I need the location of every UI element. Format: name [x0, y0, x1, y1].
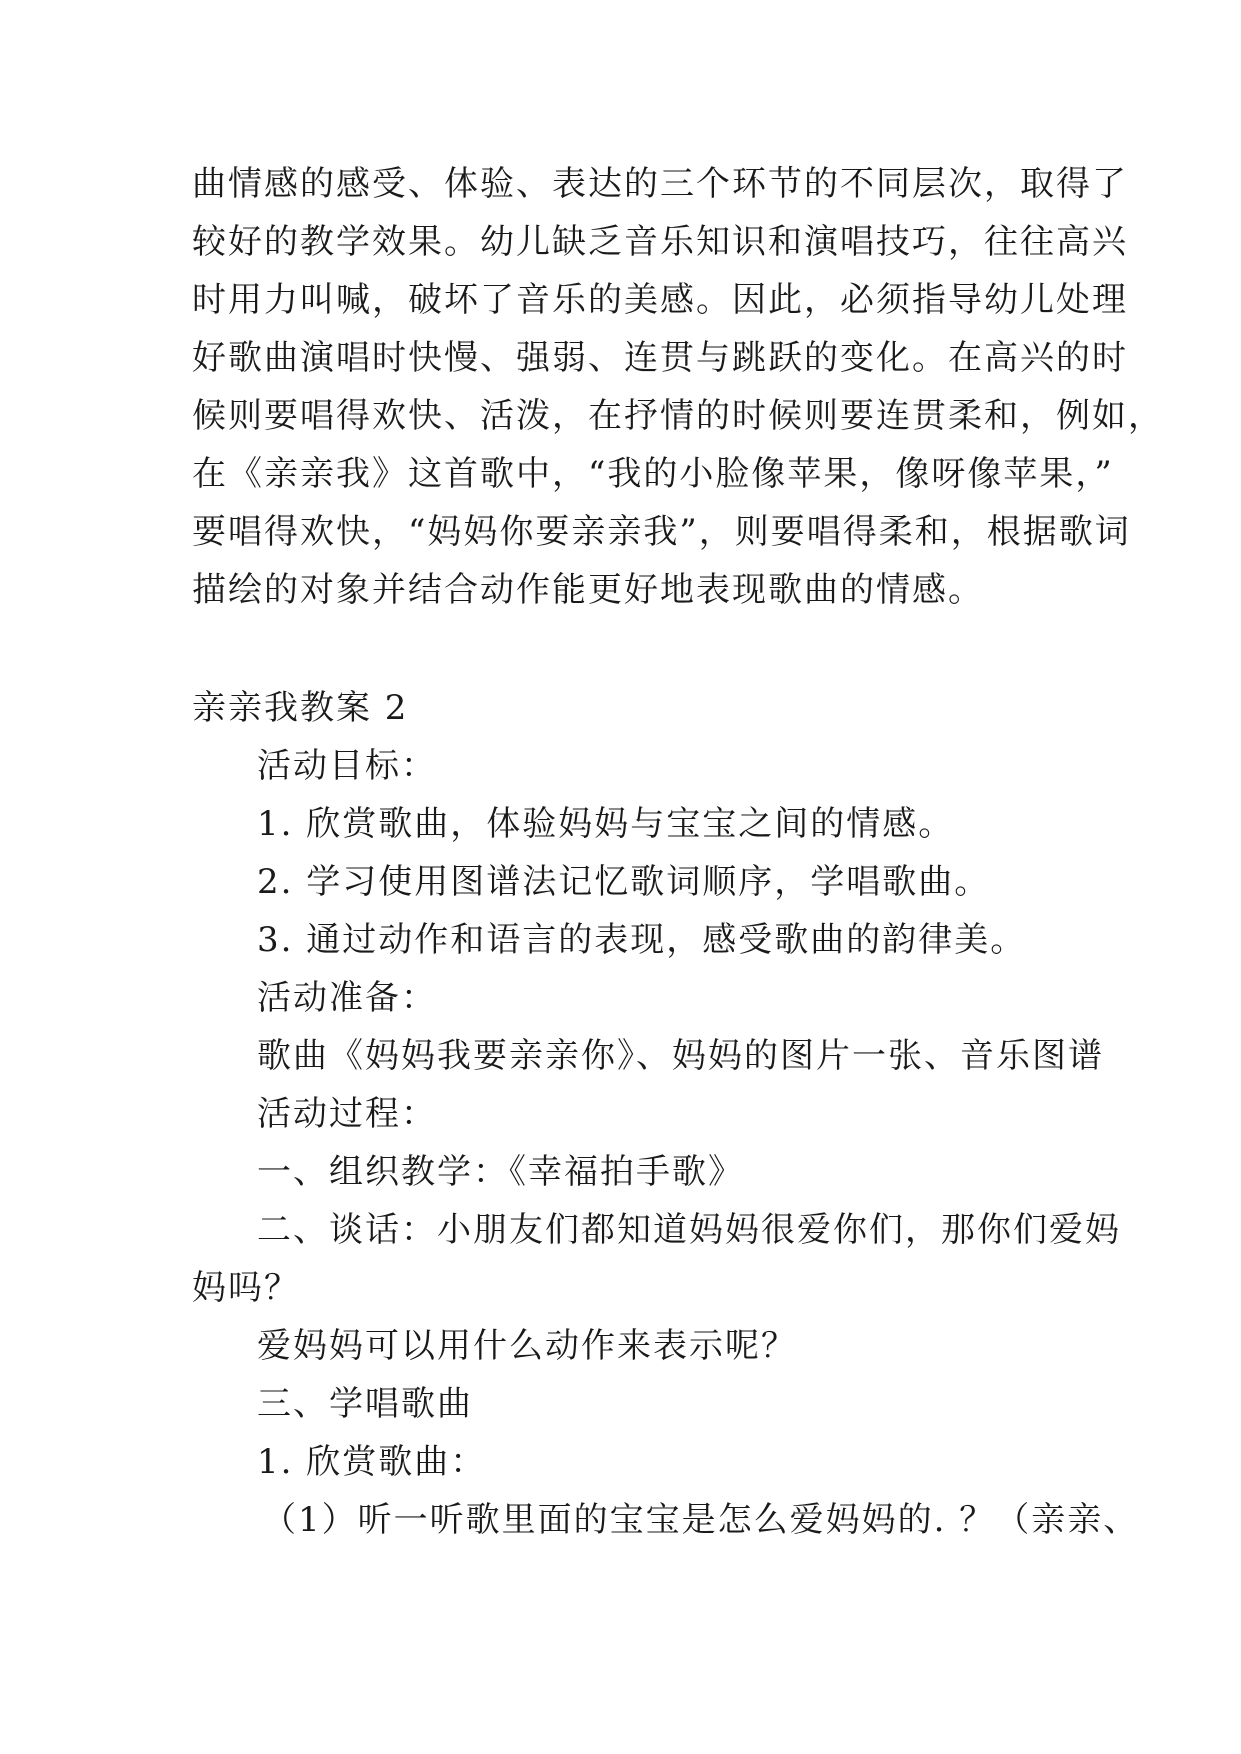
- paragraph-line: 描绘的对象并结合动作能更好地表现歌曲的情感。: [192, 570, 984, 610]
- paragraph-line: 候则要唱得欢快、活泼，在抒情的时候则要连贯柔和，例如，: [192, 396, 1164, 436]
- goals-heading: 活动目标：: [257, 746, 437, 786]
- process-step-2-followup: 爱妈妈可以用什么动作来表示呢？: [257, 1326, 797, 1366]
- process-step-2: 二、谈话：小朋友们都知道妈妈很爱你们，那你们爱妈: [257, 1210, 1121, 1250]
- process-step-3: 三、学唱歌曲: [257, 1384, 473, 1424]
- process-step-2-continued: 妈吗？: [192, 1268, 300, 1308]
- paragraph-line: 在《亲亲我》这首歌中，“我的小脸像苹果，像呀像苹果，”: [192, 454, 1114, 494]
- process-step-1: 一、组织教学：《幸福拍手歌》: [257, 1152, 744, 1192]
- goal-item-2: 2. 学习使用图谱法记忆歌词顺序，学唱歌曲。: [257, 862, 991, 902]
- process-step-3-sub-1: 1. 欣赏歌曲：: [257, 1442, 487, 1482]
- prep-heading: 活动准备：: [257, 978, 437, 1018]
- paragraph-line: 曲情感的感受、体验、表达的三个环节的不同层次，取得了: [192, 164, 1128, 204]
- paragraph-line: 要唱得欢快，“妈妈你要亲亲我”，则要唱得柔和，根据歌词: [192, 512, 1131, 552]
- paragraph-line: 较好的教学效果。幼儿缺乏音乐知识和演唱技巧，往往高兴: [192, 222, 1128, 262]
- section-title: 亲亲我教案 2: [192, 688, 409, 728]
- process-step-3-question-1: （1）听一听歌里面的宝宝是怎么爱妈妈的. ？（亲亲、: [262, 1500, 1140, 1540]
- prep-text: 歌曲《妈妈我要亲亲你》、妈妈的图片一张、音乐图谱: [257, 1036, 1104, 1076]
- goal-item-3: 3. 通过动作和语言的表现，感受歌曲的韵律美。: [257, 920, 1027, 960]
- paragraph-line: 好歌曲演唱时快慢、强弱、连贯与跳跃的变化。在高兴的时: [192, 338, 1128, 378]
- process-heading: 活动过程：: [257, 1094, 437, 1134]
- paragraph-line: 时用力叫喊，破坏了音乐的美感。因此，必须指导幼儿处理: [192, 280, 1128, 320]
- goal-item-1: 1. 欣赏歌曲，体验妈妈与宝宝之间的情感。: [257, 804, 955, 844]
